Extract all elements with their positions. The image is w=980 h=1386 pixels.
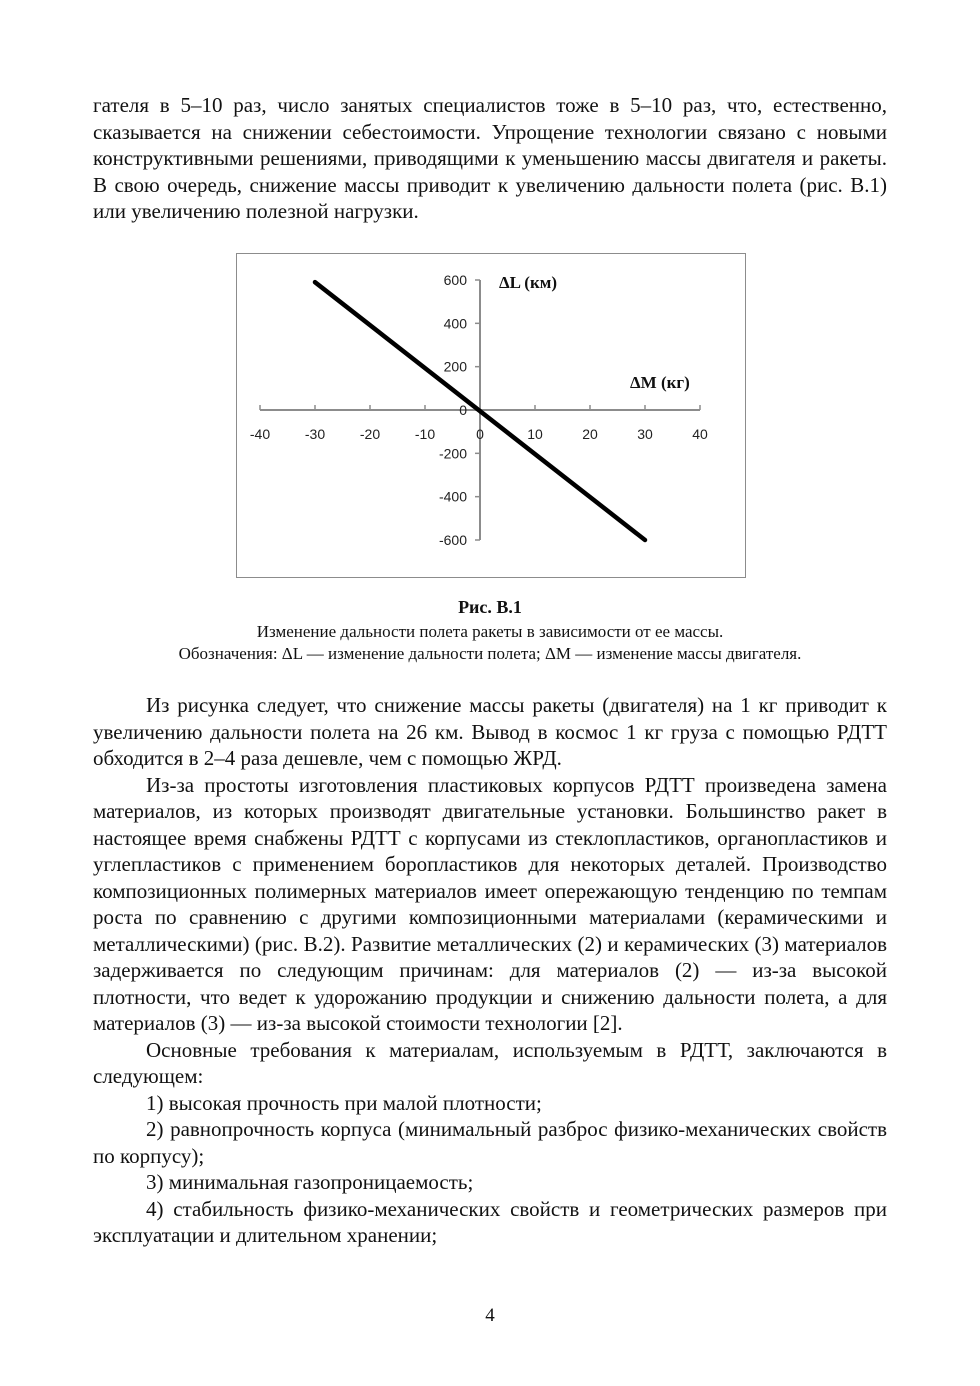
x-tick-label: -20: [359, 426, 381, 442]
x-tick-label: 40: [692, 426, 708, 442]
x-axis-title: ΔM (кг): [630, 373, 690, 392]
y-tick-label: 600: [443, 272, 467, 288]
intro-paragraph: [93, 92, 887, 225]
figure-caption-line-2: Обозначения: ΔL — изменение дальности полета; ΔM — изменение массы двигателя.: [178, 644, 802, 663]
figure-number: Рис. В.1: [458, 597, 522, 617]
x-tick-label: -40: [249, 426, 271, 442]
list-item: 3) минимальная газопроницаемость;: [146, 1170, 474, 1194]
x-tick-label: 0: [476, 426, 484, 442]
y-tick-label: 0: [459, 402, 467, 418]
y-tick-label: 400: [443, 315, 467, 332]
y-tick-label: -400: [438, 488, 467, 505]
body-paragraph: Из рисунка следует, что снижение массы ракеты (двигателя) на 1 кг приводит к увеличению дальности полета на 26 км. Вывод в космос 1 кг груза с помощью РДТТ обходится в 2–4 раза дешевле, чем с помощью ЖРД.: [93, 693, 887, 770]
intro-paragraph-text: гателя в 5–10 раз, число занятых специалистов тоже в 5–10 раз, что, естественно, сказывается на снижении себестоимости. Упрощение технологии связано с новыми конструктивными решениями, приводящими к уменьшению массы двигателя и ракеты. В свою очередь, снижение массы приводит к увеличению дальности полета (рис. В.1) или увеличению полезной нагрузки.: [93, 93, 887, 223]
y-tick-label: -200: [438, 445, 467, 462]
x-tick-label: -10: [414, 426, 436, 442]
chart-svg: [237, 254, 744, 576]
y-tick-label: 200: [443, 358, 467, 375]
figure-chart: [236, 253, 746, 578]
list-item: 2) равнопрочность корпуса (минимальный разброс физико-механических свойств по корпусу);: [93, 1117, 887, 1168]
x-tick-label: -30: [304, 426, 326, 442]
x-tick-label: 10: [527, 426, 543, 442]
x-tick-label: 30: [637, 426, 653, 442]
y-tick-label: -600: [438, 532, 467, 548]
body-paragraph: Основные требования к материалам, используемым в РДТТ, заключаются в следующем:: [93, 1037, 887, 1088]
list-item: 4) стабильность физико-механических свойств и геометрических размеров при эксплуатации и длительном хранении;: [93, 1196, 887, 1247]
figure-caption: [93, 621, 887, 665]
page-number: 4: [485, 1305, 495, 1326]
x-tick-label: 20: [582, 426, 598, 442]
body-text: [93, 692, 887, 1249]
figure-caption-line-1: Изменение дальности полета ракеты в зависимости от ее массы.: [256, 622, 724, 641]
list-item: 1) высокая прочность при малой плотности;: [146, 1090, 542, 1115]
y-axis-title: ΔL (км): [499, 273, 558, 292]
body-paragraph: Из-за простоты изготовления пластиковых корпусов РДТТ произведена замена материалов, из которых производят двигательные установки. Большинство ракет в настоящее время снабжены РДТТ с корпусами из стеклопластиков, органопластиков и углепластиков с применением боропластиков для некоторых деталей. Производство композиционных полимерных материалов имеет опережающую тенденцию по темпам роста по сравнению с другими композиционными материалами (керамическими и металлическими) (рис. В.2). Развитие металлических (2) и керамических (3) материалов задерживается по следующим причинам: для материалов (2) — из-за высокой плотности, что ведет к удорожанию продукции и снижению дальности полета, а для материалов (3) — из-за высокой стоимости технологии [2].: [93, 772, 887, 1035]
